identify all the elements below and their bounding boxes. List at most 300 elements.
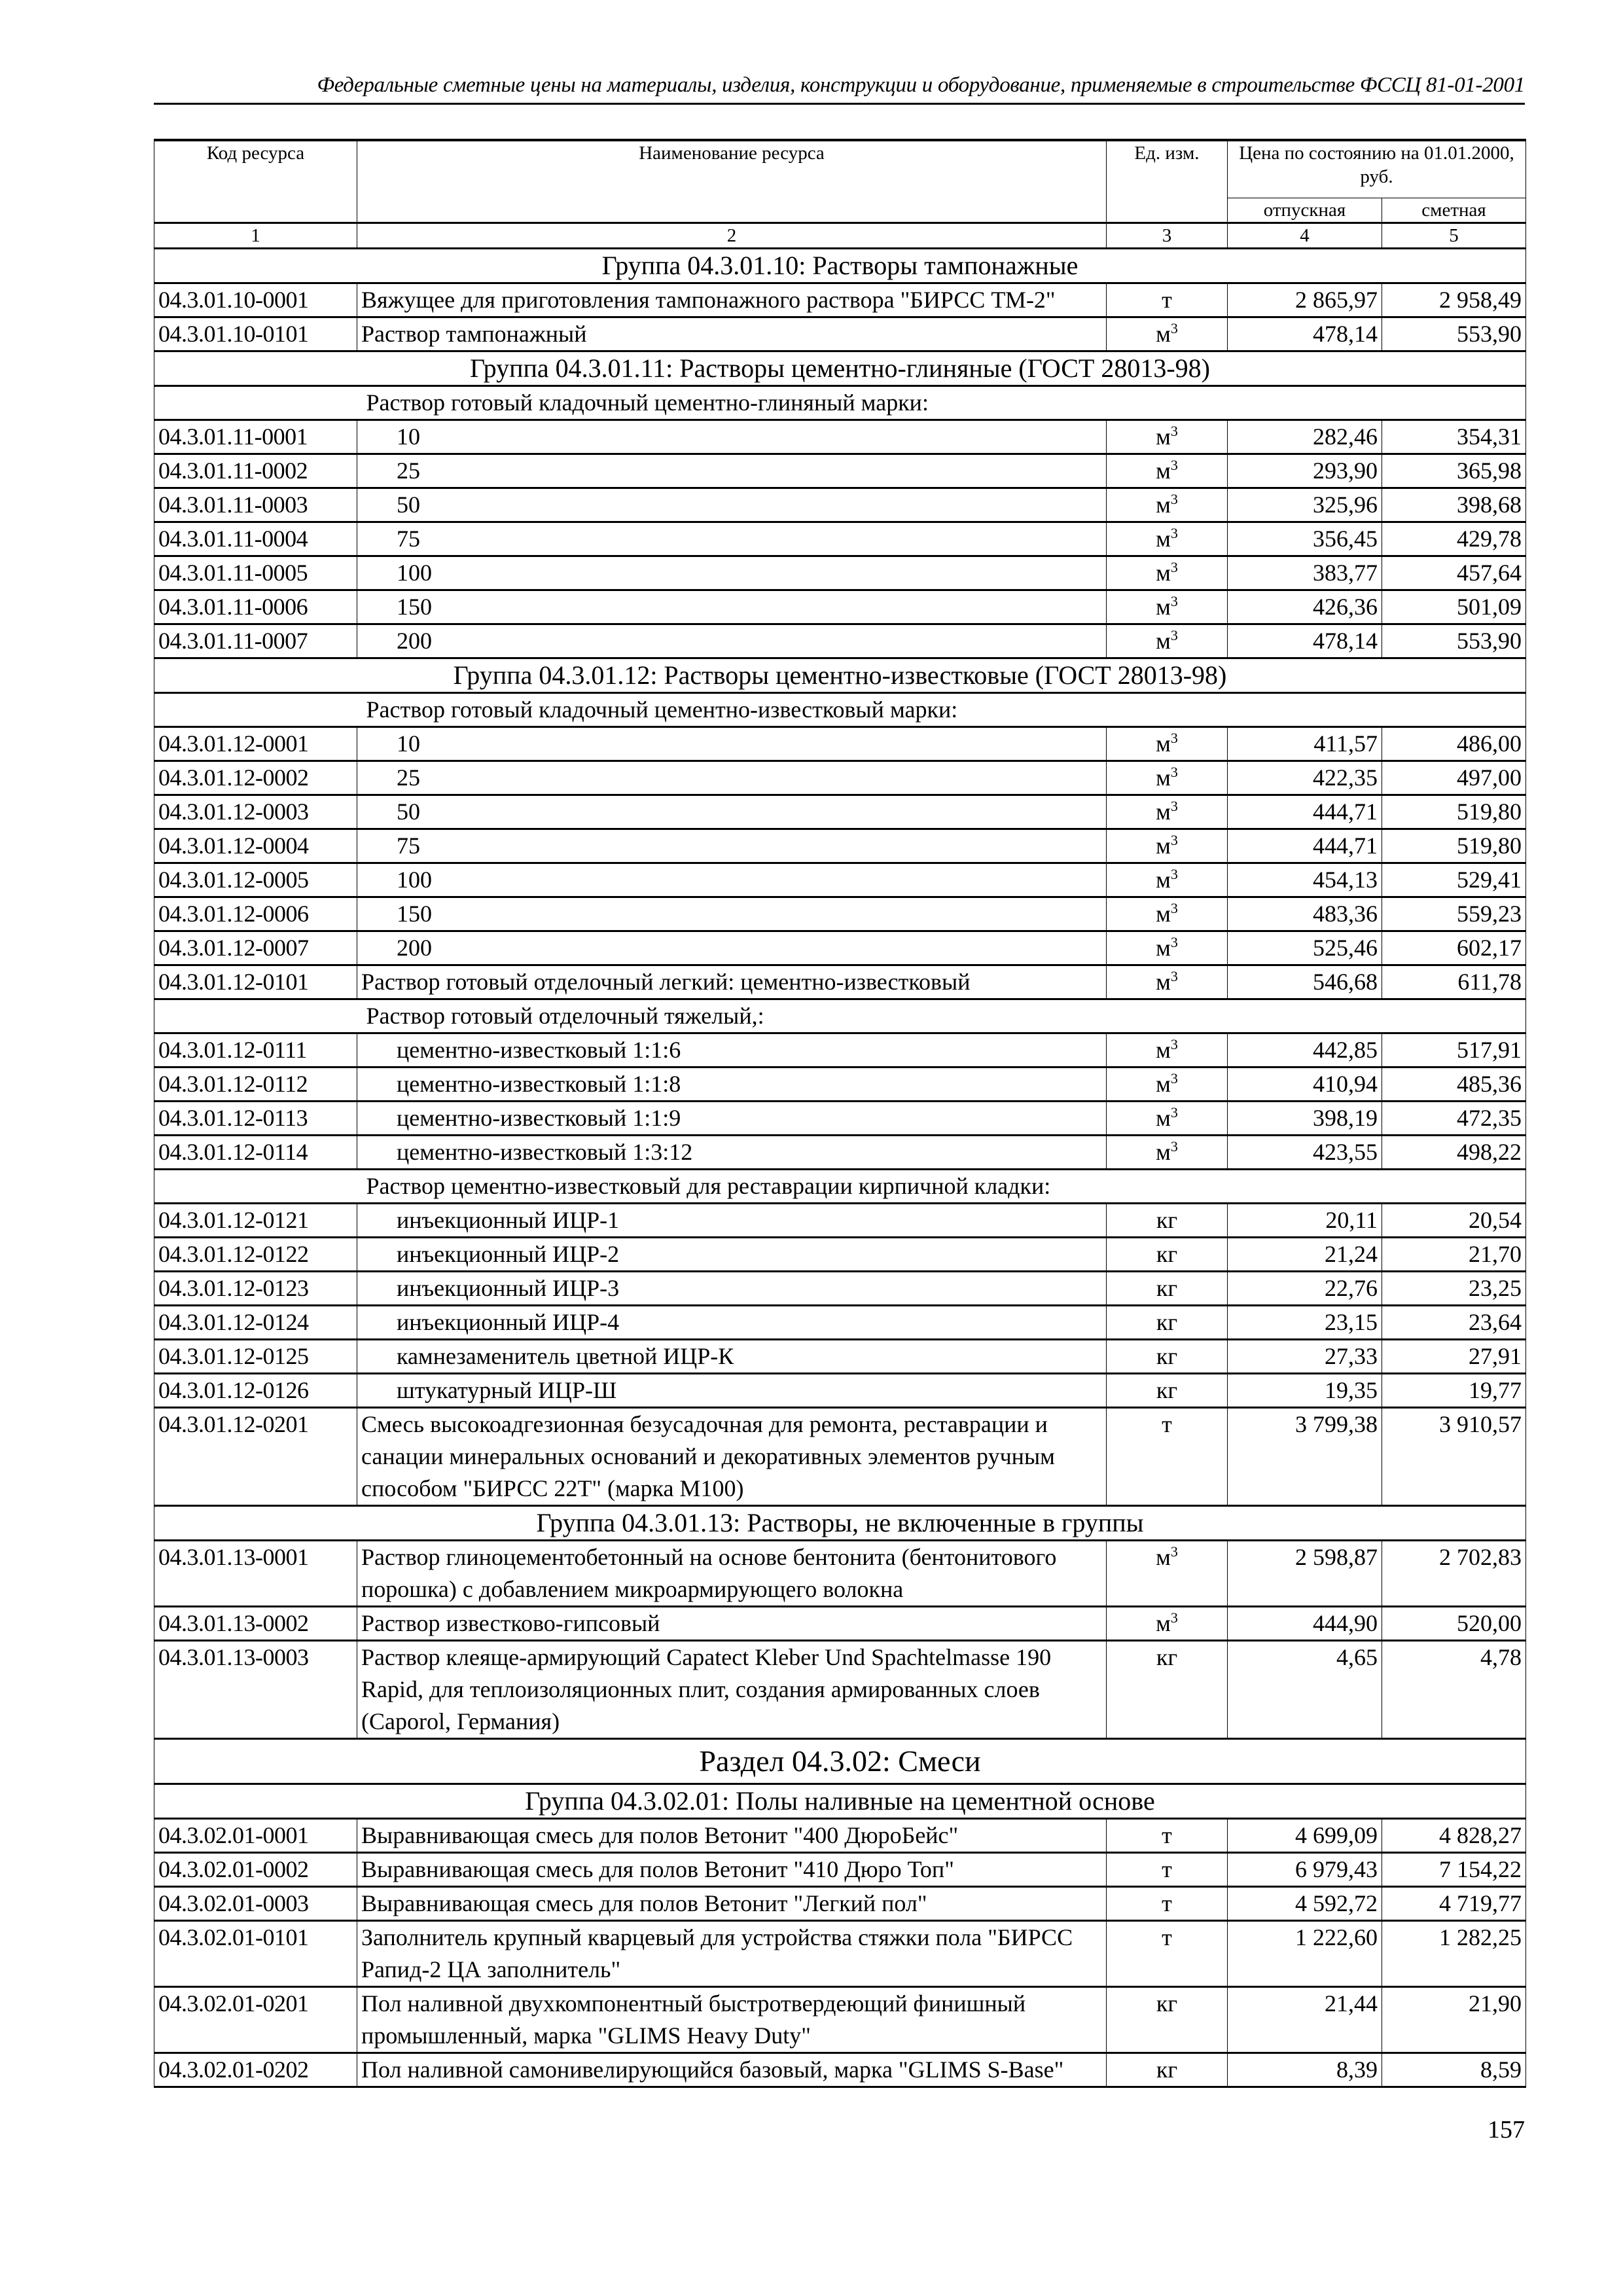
resource-code: 04.3.01.11-0001 (154, 420, 357, 454)
group-heading: Группа 04.3.01.10: Растворы тампонажные (154, 249, 1526, 283)
price-release: 444,71 (1228, 795, 1382, 829)
table-row (154, 761, 1526, 795)
table-row (154, 1853, 1526, 1887)
unit-cell (1107, 897, 1228, 931)
group-heading-row (154, 658, 1526, 693)
table-row (154, 1374, 1526, 1408)
price-release: 282,46 (1228, 420, 1382, 454)
price-estimate: 498,22 (1382, 1136, 1526, 1170)
unit: м (1156, 969, 1171, 995)
unit-superscript: 3 (1170, 423, 1178, 439)
unit-cell (1107, 795, 1228, 829)
resource-code: 04.3.01.13-0003 (154, 1641, 357, 1739)
price-release: 411,57 (1228, 727, 1382, 761)
resource-name: 100 (357, 556, 1107, 590)
price-release: 1 222,60 (1228, 1921, 1382, 1987)
column-number: 3 (1107, 223, 1228, 249)
subheading-row (154, 1170, 1526, 1204)
subheading-row (154, 999, 1526, 1033)
resource-code: 04.3.01.12-0112 (154, 1067, 357, 1102)
table-row (154, 2053, 1526, 2087)
unit-superscript: 3 (1170, 934, 1178, 950)
price-estimate: 365,98 (1382, 454, 1526, 488)
resource-code: 04.3.01.10-0001 (154, 283, 357, 317)
resource-code: 04.3.01.12-0003 (154, 795, 357, 829)
table-row (154, 795, 1526, 829)
unit: м (1156, 764, 1171, 791)
resource-code: 04.3.01.11-0006 (154, 590, 357, 624)
price-release: 422,35 (1228, 761, 1382, 795)
resource-code: 04.3.01.11-0003 (154, 488, 357, 522)
price-estimate: 529,41 (1382, 863, 1526, 897)
resource-name: 10 (357, 420, 1107, 454)
table-row (154, 420, 1526, 454)
resource-name: 200 (357, 624, 1107, 658)
unit: м (1156, 1610, 1171, 1636)
price-release: 478,14 (1228, 624, 1382, 658)
price-estimate: 519,80 (1382, 795, 1526, 829)
group-heading: Группа 04.3.01.13: Растворы, не включенные в группы (154, 1506, 1526, 1541)
price-estimate: 553,90 (1382, 624, 1526, 658)
unit-superscript: 3 (1170, 320, 1178, 336)
table-row (154, 829, 1526, 863)
price-estimate: 485,36 (1382, 1067, 1526, 1102)
unit: м (1156, 492, 1171, 518)
unit-cell (1107, 283, 1228, 317)
unit-superscript: 3 (1170, 832, 1178, 848)
table-row (154, 1987, 1526, 2053)
price-estimate: 519,80 (1382, 829, 1526, 863)
resource-name: инъекционный ИЦР-2 (357, 1238, 1107, 1272)
resource-code: 04.3.01.12-0114 (154, 1136, 357, 1170)
price-estimate: 486,00 (1382, 727, 1526, 761)
resource-code: 04.3.01.12-0125 (154, 1340, 357, 1374)
subheading-row (154, 693, 1526, 727)
group-heading-row (154, 1784, 1526, 1819)
unit-cell (1107, 1340, 1228, 1374)
unit-superscript: 3 (1170, 1036, 1178, 1052)
header-rule (154, 103, 1525, 105)
header-price-release: отпускная (1228, 198, 1382, 223)
header-price-estimate: сметная (1382, 198, 1526, 223)
resource-code: 04.3.02.01-0001 (154, 1819, 357, 1853)
resource-name: 100 (357, 863, 1107, 897)
price-estimate: 553,90 (1382, 317, 1526, 351)
price-release: 21,44 (1228, 1987, 1382, 2053)
section-heading: Раздел 04.3.02: Смеси (154, 1739, 1526, 1784)
table-row (154, 556, 1526, 590)
resource-code: 04.3.01.12-0111 (154, 1033, 357, 1067)
price-release: 426,36 (1228, 590, 1382, 624)
price-release: 8,39 (1228, 2053, 1382, 2087)
price-release: 483,36 (1228, 897, 1382, 931)
unit: кг (1156, 1207, 1178, 1233)
unit-superscript: 3 (1170, 525, 1178, 541)
resource-name: Раствор клеяще-армирующий Capatect Kleber Und Spachtelmasse 190 Rapid, для теплоизоляционных плит, создания армированных слоев (Caporol, Германия) (357, 1641, 1107, 1739)
unit-cell (1107, 863, 1228, 897)
unit: м (1156, 798, 1171, 825)
price-release: 2 865,97 (1228, 283, 1382, 317)
unit: м (1156, 935, 1171, 961)
resource-name: инъекционный ИЦР-4 (357, 1306, 1107, 1340)
table-row (154, 1306, 1526, 1340)
unit-superscript: 3 (1170, 1070, 1178, 1086)
table-row (154, 454, 1526, 488)
unit-superscript: 3 (1170, 866, 1178, 882)
unit-cell (1107, 1819, 1228, 1853)
unit-cell (1107, 1641, 1228, 1739)
resource-code: 04.3.01.12-0126 (154, 1374, 357, 1408)
unit: кг (1156, 2056, 1178, 2083)
price-estimate: 4,78 (1382, 1641, 1526, 1739)
price-release: 293,90 (1228, 454, 1382, 488)
unit: м (1156, 833, 1171, 859)
resource-name: Раствор глиноцементобетонный на основе бентонита (бентонитового порошка) с добавлением микроармирующего волокна (357, 1541, 1107, 1607)
unit-cell (1107, 761, 1228, 795)
resource-name: цементно-известковый 1:3:12 (357, 1136, 1107, 1170)
unit-superscript: 3 (1170, 968, 1178, 984)
price-release: 525,46 (1228, 931, 1382, 965)
table-row (154, 863, 1526, 897)
price-estimate: 21,70 (1382, 1238, 1526, 1272)
resource-name: штукатурный ИЦР-Ш (357, 1374, 1107, 1408)
resource-code: 04.3.02.01-0201 (154, 1987, 357, 2053)
unit-cell (1107, 1102, 1228, 1136)
resource-name: Заполнитель крупный кварцевый для устройства стяжки пола "БИРСС Рапид-2 ЦА заполнитель" (357, 1921, 1107, 1987)
price-estimate: 8,59 (1382, 2053, 1526, 2087)
price-estimate: 354,31 (1382, 420, 1526, 454)
unit-cell (1107, 454, 1228, 488)
price-estimate: 517,91 (1382, 1033, 1526, 1067)
price-estimate: 27,91 (1382, 1340, 1526, 1374)
unit-superscript: 3 (1170, 1543, 1178, 1560)
resource-name: Вяжущее для приготовления тампонажного раствора "БИРСС ТМ-2" (357, 283, 1107, 317)
price-estimate: 611,78 (1382, 965, 1526, 999)
table-row (154, 522, 1526, 556)
resource-name: Выравнивающая смесь для полов Ветонит "400 ДюроБейс" (357, 1819, 1107, 1853)
price-release: 325,96 (1228, 488, 1382, 522)
resource-code: 04.3.01.11-0007 (154, 624, 357, 658)
unit-superscript: 3 (1170, 457, 1178, 473)
resource-name: 50 (357, 795, 1107, 829)
resource-name: 10 (357, 727, 1107, 761)
price-release: 442,85 (1228, 1033, 1382, 1067)
resource-name: 25 (357, 761, 1107, 795)
resource-name: 75 (357, 829, 1107, 863)
price-estimate: 4 828,27 (1382, 1819, 1526, 1853)
price-estimate: 19,77 (1382, 1374, 1526, 1408)
price-release: 23,15 (1228, 1306, 1382, 1340)
table-row (154, 1272, 1526, 1306)
unit: м (1156, 901, 1171, 927)
unit-superscript: 3 (1170, 798, 1178, 814)
table-row (154, 1067, 1526, 1102)
price-release: 398,19 (1228, 1102, 1382, 1136)
price-estimate: 457,64 (1382, 556, 1526, 590)
price-release: 546,68 (1228, 965, 1382, 999)
unit: т (1162, 287, 1172, 313)
unit: м (1156, 457, 1171, 484)
resource-name: цементно-известковый 1:1:8 (357, 1067, 1107, 1102)
resource-code: 04.3.01.10-0101 (154, 317, 357, 351)
resource-name: Выравнивающая смесь для полов Ветонит "410 Дюро Топ" (357, 1853, 1107, 1887)
table-row (154, 1136, 1526, 1170)
unit-cell (1107, 522, 1228, 556)
unit: м (1156, 1544, 1171, 1570)
resource-name: 150 (357, 590, 1107, 624)
resource-code: 04.3.01.12-0123 (154, 1272, 357, 1306)
unit: м (1156, 526, 1171, 552)
unit: м (1156, 1071, 1171, 1097)
resource-name: цементно-известковый 1:1:6 (357, 1033, 1107, 1067)
price-estimate: 4 719,77 (1382, 1887, 1526, 1921)
subheading: Раствор готовый кладочный цементно-известковый марки: (357, 693, 1526, 727)
price-estimate: 501,09 (1382, 590, 1526, 624)
unit: т (1162, 1411, 1172, 1437)
resource-code: 04.3.01.11-0005 (154, 556, 357, 590)
unit: т (1162, 1822, 1172, 1848)
unit: кг (1156, 1343, 1178, 1369)
resource-code: 04.3.01.13-0002 (154, 1607, 357, 1641)
unit-cell (1107, 556, 1228, 590)
resource-code: 04.3.02.01-0002 (154, 1853, 357, 1887)
resource-name: Раствор тампонажный (357, 317, 1107, 351)
table-row (154, 488, 1526, 522)
resource-name: 150 (357, 897, 1107, 931)
unit-superscript: 3 (1170, 1138, 1178, 1155)
price-estimate: 23,64 (1382, 1306, 1526, 1340)
unit: кг (1156, 1309, 1178, 1335)
section-heading-row (154, 1739, 1526, 1784)
price-release: 20,11 (1228, 1204, 1382, 1238)
resource-code: 04.3.01.12-0007 (154, 931, 357, 965)
table-row (154, 1408, 1526, 1506)
unit: кг (1156, 1990, 1178, 2017)
table-body (154, 249, 1526, 2087)
unit: м (1156, 1139, 1171, 1165)
page-number: 157 (1488, 2116, 1525, 2144)
price-estimate: 497,00 (1382, 761, 1526, 795)
resource-code: 04.3.01.12-0002 (154, 761, 357, 795)
table-row (154, 283, 1526, 317)
subheading: Раствор готовый кладочный цементно-глиняный марки: (357, 386, 1526, 420)
header-name: Наименование ресурса (357, 140, 1107, 223)
resource-name: Выравнивающая смесь для полов Ветонит "Легкий пол" (357, 1887, 1107, 1921)
table-header (154, 140, 1526, 249)
table-row (154, 1921, 1526, 1987)
group-heading: Группа 04.3.01.12: Растворы цементно-известковые (ГОСТ 28013-98) (154, 658, 1526, 693)
price-estimate: 472,35 (1382, 1102, 1526, 1136)
resource-code: 04.3.01.12-0006 (154, 897, 357, 931)
resource-code: 04.3.02.01-0003 (154, 1887, 357, 1921)
unit-cell (1107, 2053, 1228, 2087)
unit-cell (1107, 1204, 1228, 1238)
column-number: 1 (154, 223, 357, 249)
unit-superscript: 3 (1170, 1609, 1178, 1626)
table-row (154, 1204, 1526, 1238)
unit-superscript: 3 (1170, 593, 1178, 609)
unit: кг (1156, 1241, 1178, 1267)
price-release: 478,14 (1228, 317, 1382, 351)
table-row (154, 1641, 1526, 1739)
table-row (154, 897, 1526, 931)
price-release: 4,65 (1228, 1641, 1382, 1739)
unit-cell (1107, 420, 1228, 454)
resource-code: 04.3.01.13-0001 (154, 1541, 357, 1607)
price-release: 4 699,09 (1228, 1819, 1382, 1853)
subheading-row (154, 386, 1526, 420)
unit: м (1156, 1105, 1171, 1131)
column-number: 5 (1382, 223, 1526, 249)
price-estimate: 21,90 (1382, 1987, 1526, 2053)
price-estimate: 429,78 (1382, 522, 1526, 556)
price-estimate: 2 702,83 (1382, 1541, 1526, 1607)
unit-superscript: 3 (1170, 764, 1178, 780)
resource-name: Раствор готовый отделочный легкий: цементно-известковый (357, 965, 1107, 999)
unit-cell (1107, 1067, 1228, 1102)
header-price-group: Цена по состоянию на 01.01.2000, руб. (1228, 140, 1526, 198)
resource-name: Смесь высокоадгезионная безусадочная для ремонта, реставрации и санации минеральных оснований и декоративных элементов ручным способом "БИРСС 22Т" (марка М100) (357, 1408, 1107, 1506)
header-unit: Ед. изм. (1107, 140, 1228, 223)
unit-superscript: 3 (1170, 559, 1178, 575)
resource-code: 04.3.02.01-0101 (154, 1921, 357, 1987)
resource-name: Раствор известково-гипсовый (357, 1607, 1107, 1641)
table-row (154, 1102, 1526, 1136)
unit: т (1162, 1890, 1172, 1916)
price-release: 423,55 (1228, 1136, 1382, 1170)
table-row (154, 317, 1526, 351)
price-estimate: 20,54 (1382, 1204, 1526, 1238)
resource-code: 04.3.01.12-0004 (154, 829, 357, 863)
unit: кг (1156, 1644, 1178, 1670)
price-estimate: 2 958,49 (1382, 283, 1526, 317)
table-row (154, 590, 1526, 624)
price-release: 27,33 (1228, 1340, 1382, 1374)
unit-cell (1107, 1374, 1228, 1408)
unit-cell (1107, 624, 1228, 658)
unit: м (1156, 628, 1171, 654)
price-release: 383,77 (1228, 556, 1382, 590)
unit-cell (1107, 317, 1228, 351)
resource-name: цементно-известковый 1:1:9 (357, 1102, 1107, 1136)
column-number: 4 (1228, 223, 1382, 249)
unit-cell (1107, 1136, 1228, 1170)
resource-name: инъекционный ИЦР-3 (357, 1272, 1107, 1306)
unit-cell (1107, 965, 1228, 999)
price-release: 3 799,38 (1228, 1408, 1382, 1506)
unit: м (1156, 423, 1171, 450)
price-release: 19,35 (1228, 1374, 1382, 1408)
unit-cell (1107, 1272, 1228, 1306)
unit-cell (1107, 1921, 1228, 1987)
resource-code: 04.3.01.12-0121 (154, 1204, 357, 1238)
price-release: 2 598,87 (1228, 1541, 1382, 1607)
table-row (154, 1819, 1526, 1853)
resource-name: Пол наливной самонивелирующийся базовый, марка "GLIMS S-Base" (357, 2053, 1107, 2087)
unit: т (1162, 1924, 1172, 1950)
unit-cell (1107, 1408, 1228, 1506)
resource-code: 04.3.01.12-0101 (154, 965, 357, 999)
unit: кг (1156, 1377, 1178, 1403)
unit: м (1156, 594, 1171, 620)
unit-superscript: 3 (1170, 900, 1178, 916)
unit-cell (1107, 1306, 1228, 1340)
price-release: 444,71 (1228, 829, 1382, 863)
table-row (154, 965, 1526, 999)
group-heading-row (154, 249, 1526, 283)
unit-superscript: 3 (1170, 491, 1178, 507)
resource-code: 04.3.01.12-0124 (154, 1306, 357, 1340)
price-estimate: 602,17 (1382, 931, 1526, 965)
unit-cell (1107, 829, 1228, 863)
subheading: Раствор готовый отделочный тяжелый,: (357, 999, 1526, 1033)
resource-name: 75 (357, 522, 1107, 556)
unit-cell (1107, 1987, 1228, 2053)
group-heading-row (154, 1506, 1526, 1541)
price-release: 4 592,72 (1228, 1887, 1382, 1921)
price-estimate: 520,00 (1382, 1607, 1526, 1641)
column-number-row (154, 223, 1526, 249)
table-row (154, 1887, 1526, 1921)
table-row (154, 931, 1526, 965)
unit-cell (1107, 1238, 1228, 1272)
table-row (154, 624, 1526, 658)
subheading: Раствор цементно-известковый для реставрации кирпичной кладки: (357, 1170, 1526, 1204)
price-release: 444,90 (1228, 1607, 1382, 1641)
price-release: 454,13 (1228, 863, 1382, 897)
unit-cell (1107, 1541, 1228, 1607)
unit: т (1162, 1856, 1172, 1882)
price-release: 6 979,43 (1228, 1853, 1382, 1887)
price-estimate: 23,25 (1382, 1272, 1526, 1306)
table-row (154, 1033, 1526, 1067)
resource-name: 200 (357, 931, 1107, 965)
price-estimate: 1 282,25 (1382, 1921, 1526, 1987)
unit-cell (1107, 1887, 1228, 1921)
resource-code: 04.3.02.01-0202 (154, 2053, 357, 2087)
price-release: 410,94 (1228, 1067, 1382, 1102)
price-estimate: 559,23 (1382, 897, 1526, 931)
unit-cell (1107, 1033, 1228, 1067)
resource-code: 04.3.01.11-0002 (154, 454, 357, 488)
price-release: 22,76 (1228, 1272, 1382, 1306)
unit-cell (1107, 1607, 1228, 1641)
group-heading-row (154, 351, 1526, 386)
unit-superscript: 3 (1170, 730, 1178, 746)
resource-name: 25 (357, 454, 1107, 488)
unit-cell (1107, 488, 1228, 522)
table-row (154, 1340, 1526, 1374)
group-heading: Группа 04.3.01.11: Растворы цементно-глиняные (ГОСТ 28013-98) (154, 351, 1526, 386)
group-heading: Группа 04.3.02.01: Полы наливные на цементной основе (154, 1784, 1526, 1819)
unit-cell (1107, 1853, 1228, 1887)
resource-code: 04.3.01.12-0113 (154, 1102, 357, 1136)
table-row (154, 1238, 1526, 1272)
resource-code: 04.3.01.12-0122 (154, 1238, 357, 1272)
price-estimate: 3 910,57 (1382, 1408, 1526, 1506)
unit: м (1156, 560, 1171, 586)
resource-code: 04.3.01.12-0005 (154, 863, 357, 897)
price-estimate: 398,68 (1382, 488, 1526, 522)
column-number: 2 (357, 223, 1107, 249)
price-release: 21,24 (1228, 1238, 1382, 1272)
resource-name: Пол наливной двухкомпонентный быстротвердеющий финишный промышленный, марка "GLIMS Heavy Duty" (357, 1987, 1107, 2053)
resource-code: 04.3.01.12-0201 (154, 1408, 357, 1506)
table-row (154, 1541, 1526, 1607)
header-code: Код ресурса (154, 140, 357, 223)
resource-code: 04.3.01.12-0001 (154, 727, 357, 761)
unit: кг (1156, 1275, 1178, 1301)
